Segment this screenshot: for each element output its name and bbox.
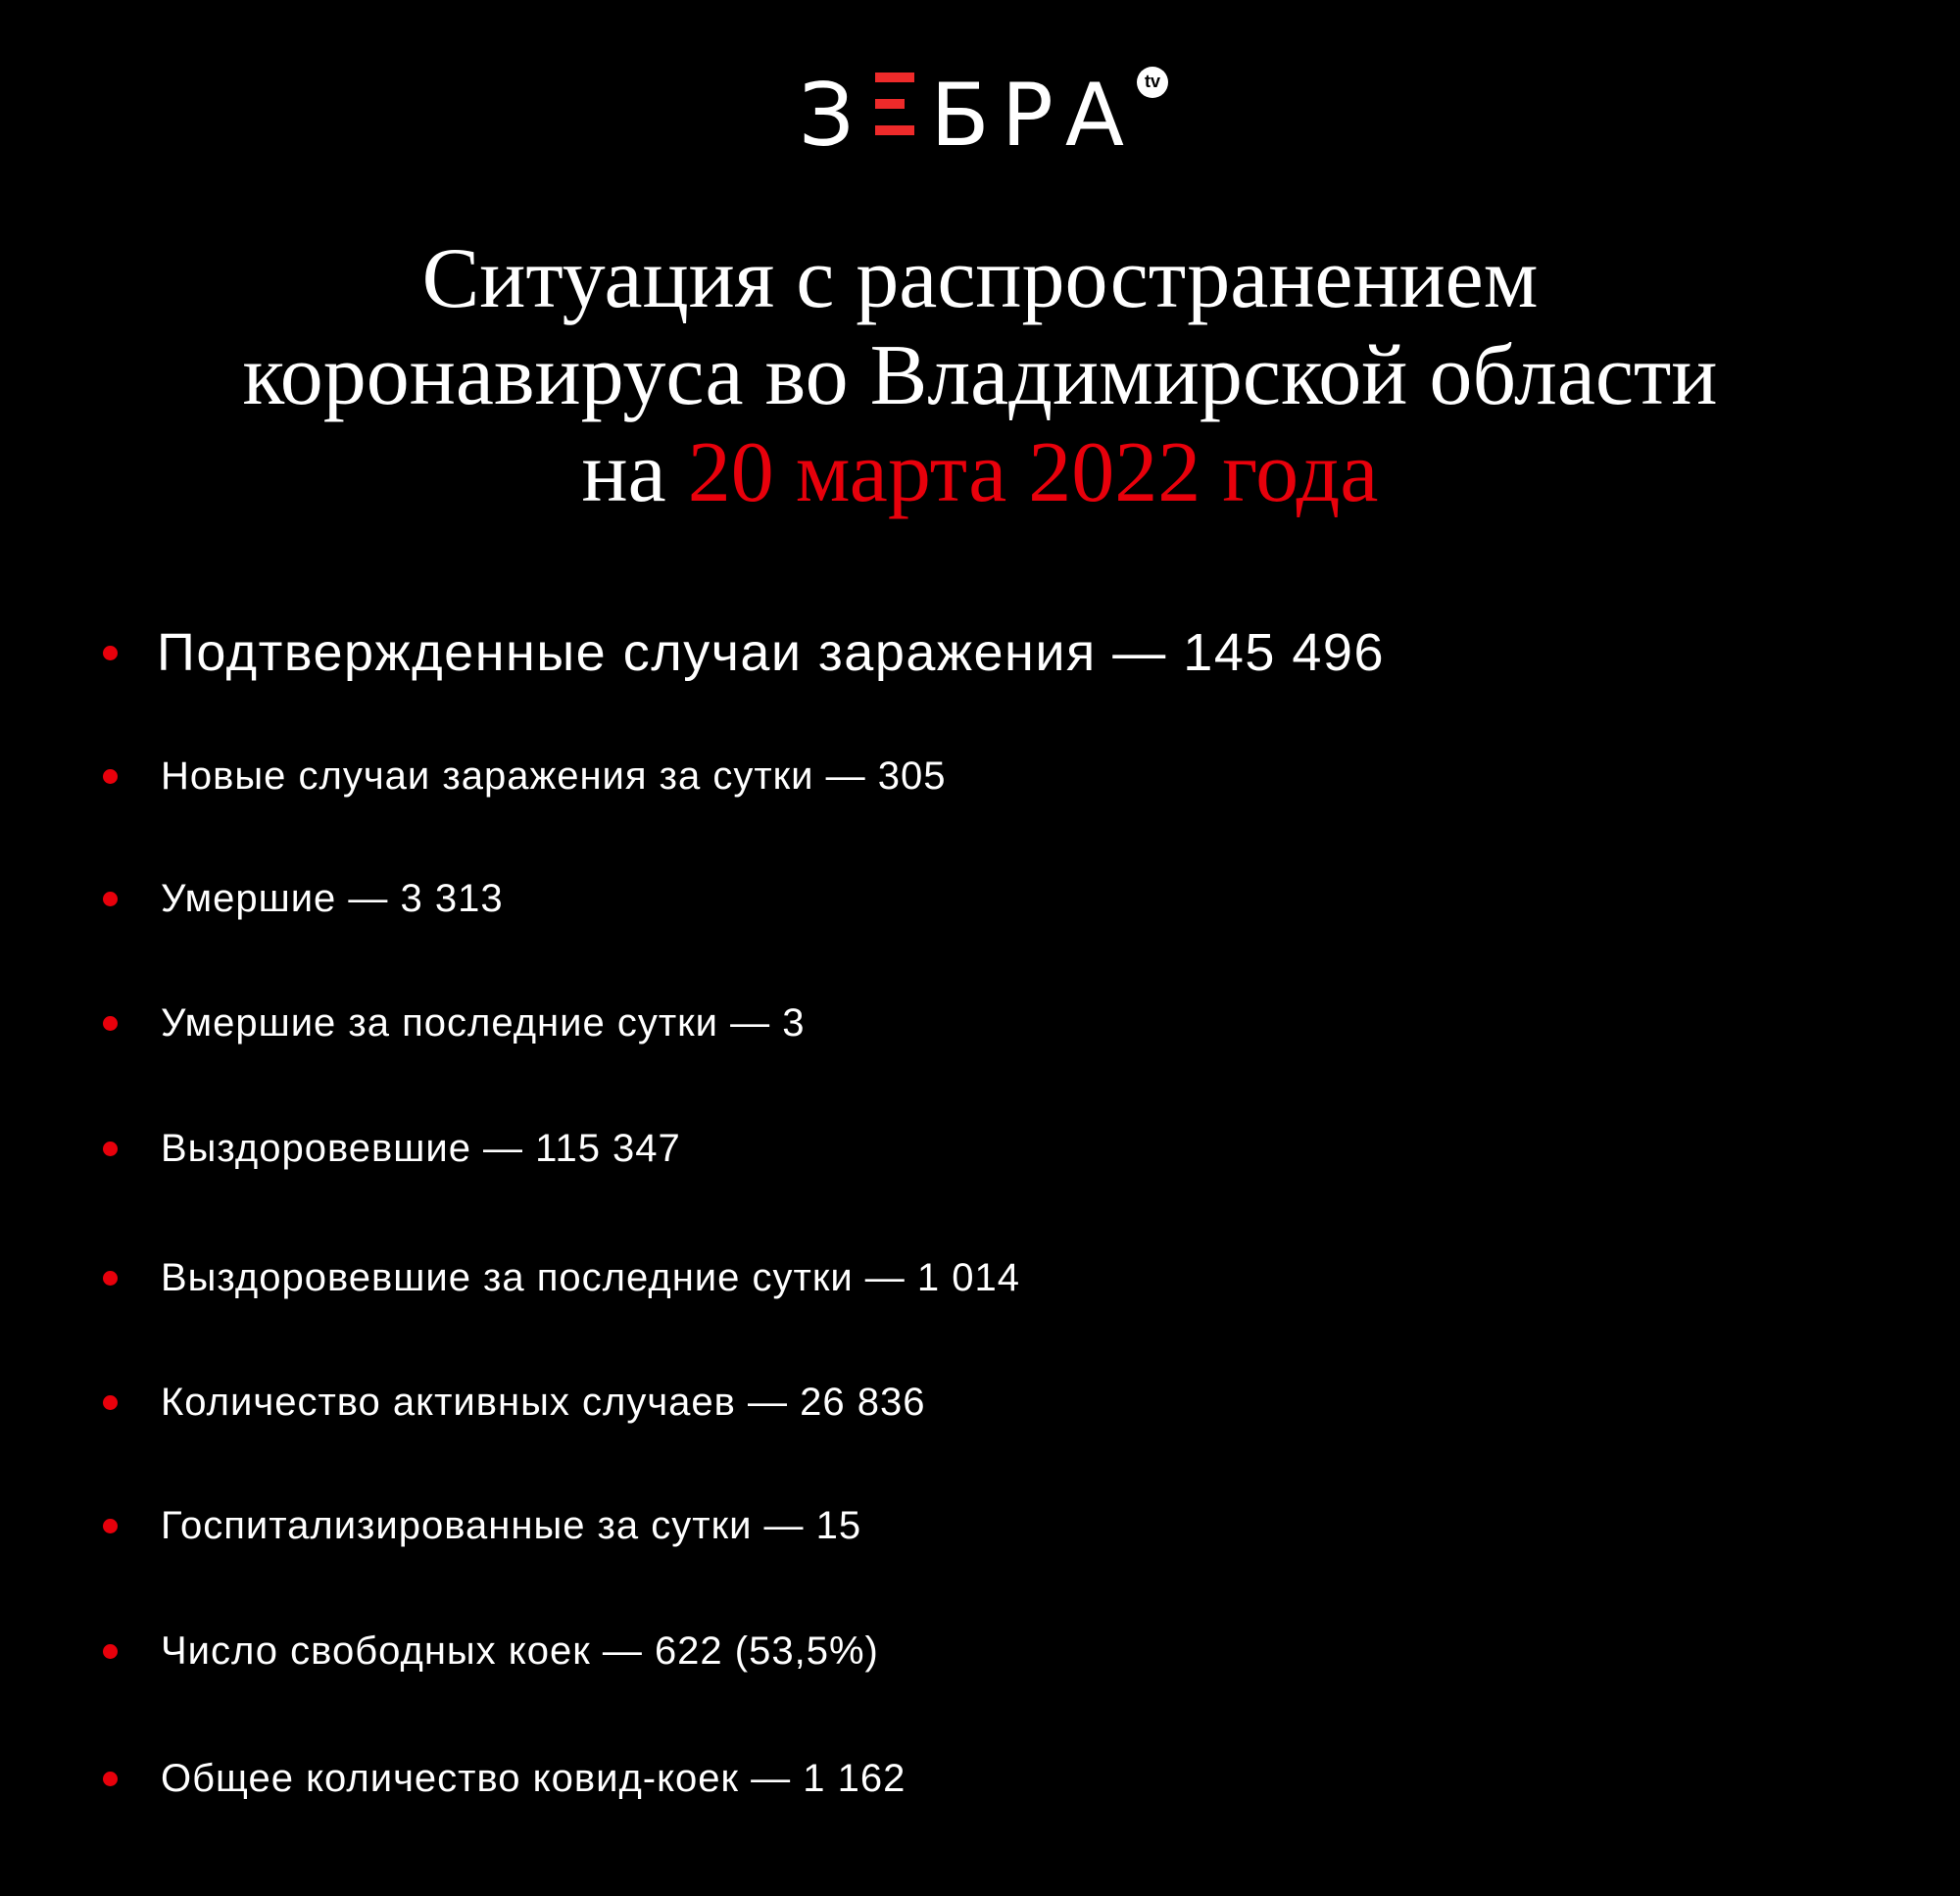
logo-tv-badge: tv — [1137, 67, 1168, 98]
stat-text: Госпитализированные за сутки — 15 — [161, 1504, 862, 1547]
title-date: 20 марта 2022 года — [687, 425, 1379, 520]
stat-text: Умершие — 3 313 — [161, 877, 504, 920]
stat-item-total-beds — [103, 1757, 906, 1801]
stat-item-confirmed — [103, 622, 1385, 683]
stat-text: Новые случаи заражения за сутки — 305 — [161, 754, 947, 798]
bullet-icon — [103, 1772, 118, 1786]
stat-item-new-cases — [103, 754, 947, 799]
stat-text: Подтвержденные случаи заражения — 145 496 — [157, 623, 1385, 682]
title-line-1: Ситуация с распространением — [421, 231, 1539, 326]
bullet-icon — [103, 1519, 118, 1533]
bullet-icon — [103, 769, 118, 784]
bullet-icon — [103, 646, 118, 660]
bullet-icon — [103, 1016, 118, 1031]
stat-text: Количество активных случаев — 26 836 — [161, 1381, 926, 1424]
stat-item-active — [103, 1381, 925, 1425]
stat-text: Выздоровевшие — 115 347 — [161, 1127, 681, 1170]
bullet-icon — [103, 892, 118, 906]
stat-item-recovered-day — [103, 1256, 1020, 1300]
stat-text: Общее количество ковид-коек — 1 162 — [161, 1757, 906, 1800]
logo-letters: БРА — [930, 65, 1137, 166]
page-title — [0, 230, 1960, 521]
stat-item-deaths-day — [103, 1001, 805, 1045]
stat-text: Число свободных коек — 622 (53,5%) — [161, 1629, 879, 1673]
title-prefix: на — [581, 425, 688, 520]
stat-item-deaths — [103, 877, 504, 921]
bullet-icon — [103, 1395, 118, 1410]
stat-text: Умершие за последние сутки — 3 — [161, 1001, 806, 1045]
stat-item-free-beds — [103, 1629, 879, 1674]
title-line-3 — [0, 424, 1960, 521]
bullet-icon — [103, 1271, 118, 1286]
bullet-icon — [103, 1142, 118, 1156]
zebra-tv-logo — [799, 65, 1160, 166]
logo-red-e-icon — [875, 73, 914, 135]
logo-letter: З — [799, 65, 866, 166]
bullet-icon — [103, 1644, 118, 1659]
stat-item-recovered — [103, 1127, 681, 1171]
title-line-2: коронавируса во Владимирской области — [242, 328, 1718, 423]
stat-text: Выздоровевшие за последние сутки — 1 014 — [161, 1256, 1020, 1299]
stat-item-hospitalized — [103, 1504, 861, 1548]
